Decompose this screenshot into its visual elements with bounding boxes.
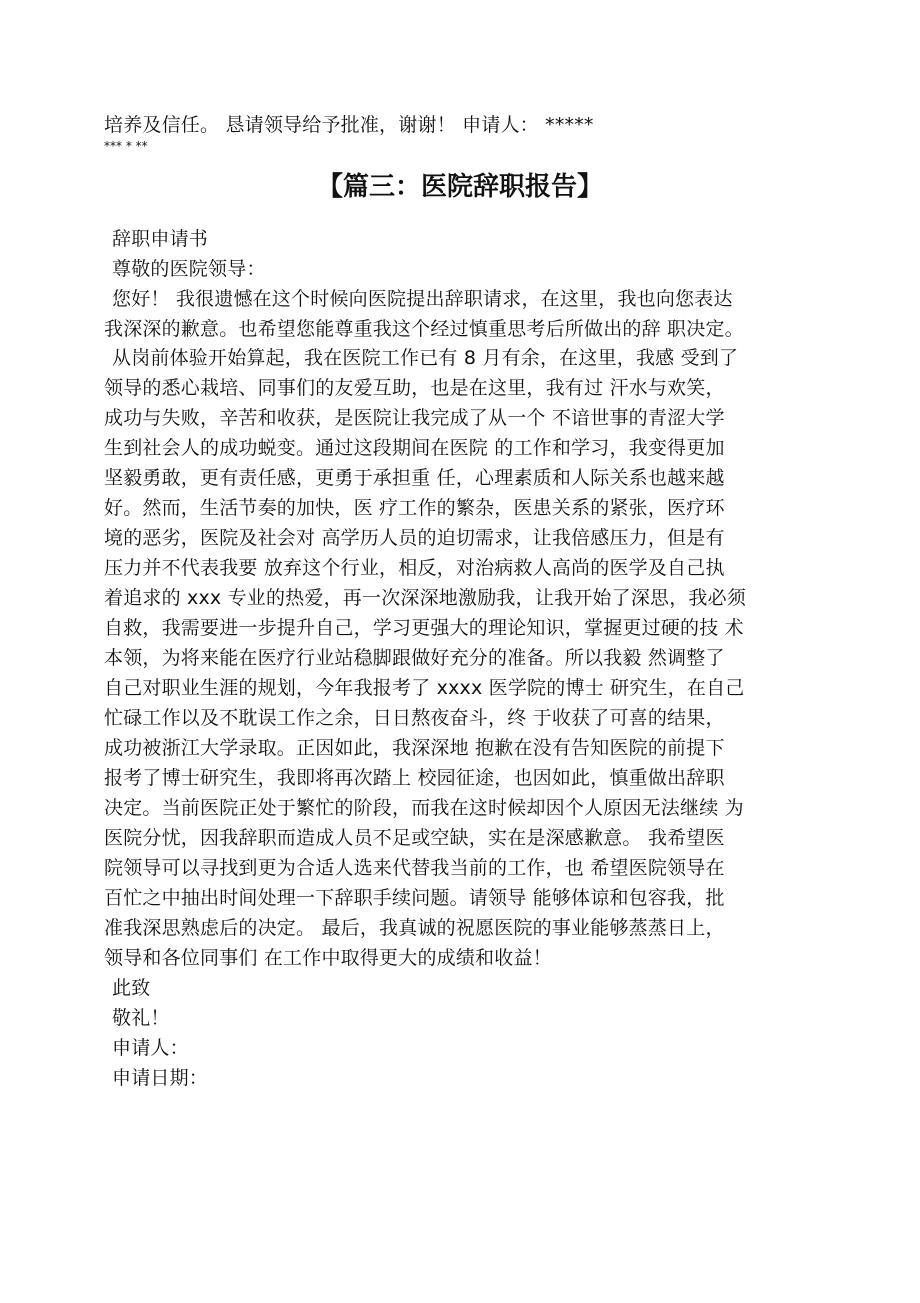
body-line: 生到社会人的成功蜕变。通过这段期间在医院 的工作和学习，我变得更加: [104, 437, 725, 459]
top-subline: *** * **: [104, 139, 148, 153]
body-line: 忙碌工作以及不耽误工作之余，日日熬夜奋斗，终 于收获了可喜的结果，: [104, 707, 725, 729]
letter-heading: 辞职申请书: [112, 228, 209, 250]
body-line: 决定。当前医院正处于繁忙的阶段，而我在这时候却因个人原因无法继续 为: [104, 797, 744, 819]
body-line: 坚毅勇敢，更有责任感，更勇于承担重 任，心理素质和人际关系也越来越: [104, 467, 725, 489]
body-line: 着追求的 xxx 专业的热爱，再一次深深地激励我，让我开始了深思，我必须: [104, 587, 747, 609]
body-line: 院领导可以寻找到更为合适人选来代替我当前的工作，也 希望医院领导在: [104, 857, 725, 879]
body-line: 成功与失败，辛苦和收获，是医院让我完成了从一个 不谙世事的青涩大学: [104, 407, 725, 429]
body-line: 您好！ 我很遗憾在这个时候向医院提出辞职请求，在这里，我也向您表达: [112, 288, 733, 310]
applicant-label: 申请人：: [112, 1037, 189, 1059]
body-line: 领导和各位同事们 在工作中取得更大的成绩和收益！: [104, 947, 552, 969]
body-line: 准我深思熟虑后的决定。 最后，我真诚的祝愿医院的事业能够蒸蒸日上，: [104, 917, 725, 939]
body-line: 百忙之中抽出时间处理一下辞职手续问题。请领导 能够体谅和包容我，批: [104, 887, 725, 909]
body-line: 成功被浙江大学录取。正因如此，我深深地 抱歉在没有告知医院的前提下: [104, 737, 725, 759]
body-line: 境的恶劣，医院及社会对 高学历人员的迫切需求，让我倍感压力，但是有: [104, 527, 725, 549]
body-line: 医院分忧，因我辞职而造成人员不足或空缺，实在是深感歉意。 我希望医: [104, 827, 725, 849]
section-title: 【篇三：医院辞职报告】: [316, 172, 603, 202]
body-line: 自己对职业生涯的规划，今年我报考了 xxxx 医学院的博士 研究生，在自己: [104, 677, 745, 699]
letter-salutation: 尊敬的医院领导：: [112, 258, 266, 280]
closing-line-2: 敬礼！: [112, 1007, 170, 1029]
body-line: 好。然而，生活节奏的加快，医 疗工作的繁杂，医患关系的紧张，医疗环: [104, 497, 725, 519]
body-line: 报考了博士研究生，我即将再次踏上 校园征途，也因如此，慎重做出辞职: [104, 767, 725, 789]
body-line: 压力并不代表我要 放弃这个行业，相反，对治病救人高尚的医学及自己执: [104, 557, 725, 579]
top-text-line: 培养及信任。 恳请领导给予批准，谢谢！ 申请人： *****: [104, 114, 594, 136]
body-line: 领导的悉心栽培、同事们的友爱互助，也是在这里，我有过 汗水与欢笑，: [104, 377, 725, 399]
body-line: 自救，我需要进一步提升自己，学习更强大的理论知识，掌握更过硬的技 术: [104, 617, 744, 639]
body-line: 我深深的歉意。也希望您能尊重我这个经过慎重思考后所做出的辞 职决定。: [104, 318, 744, 340]
closing-line-1: 此致: [112, 977, 151, 999]
body-line: 本领，为将来能在医疗行业站稳脚跟做好充分的准备。所以我毅 然调整了: [104, 647, 725, 669]
date-label: 申请日期：: [112, 1067, 209, 1089]
body-line: 从岗前体验开始算起，我在医院工作已有 8 月有余，在这里，我感 受到了: [112, 347, 739, 369]
